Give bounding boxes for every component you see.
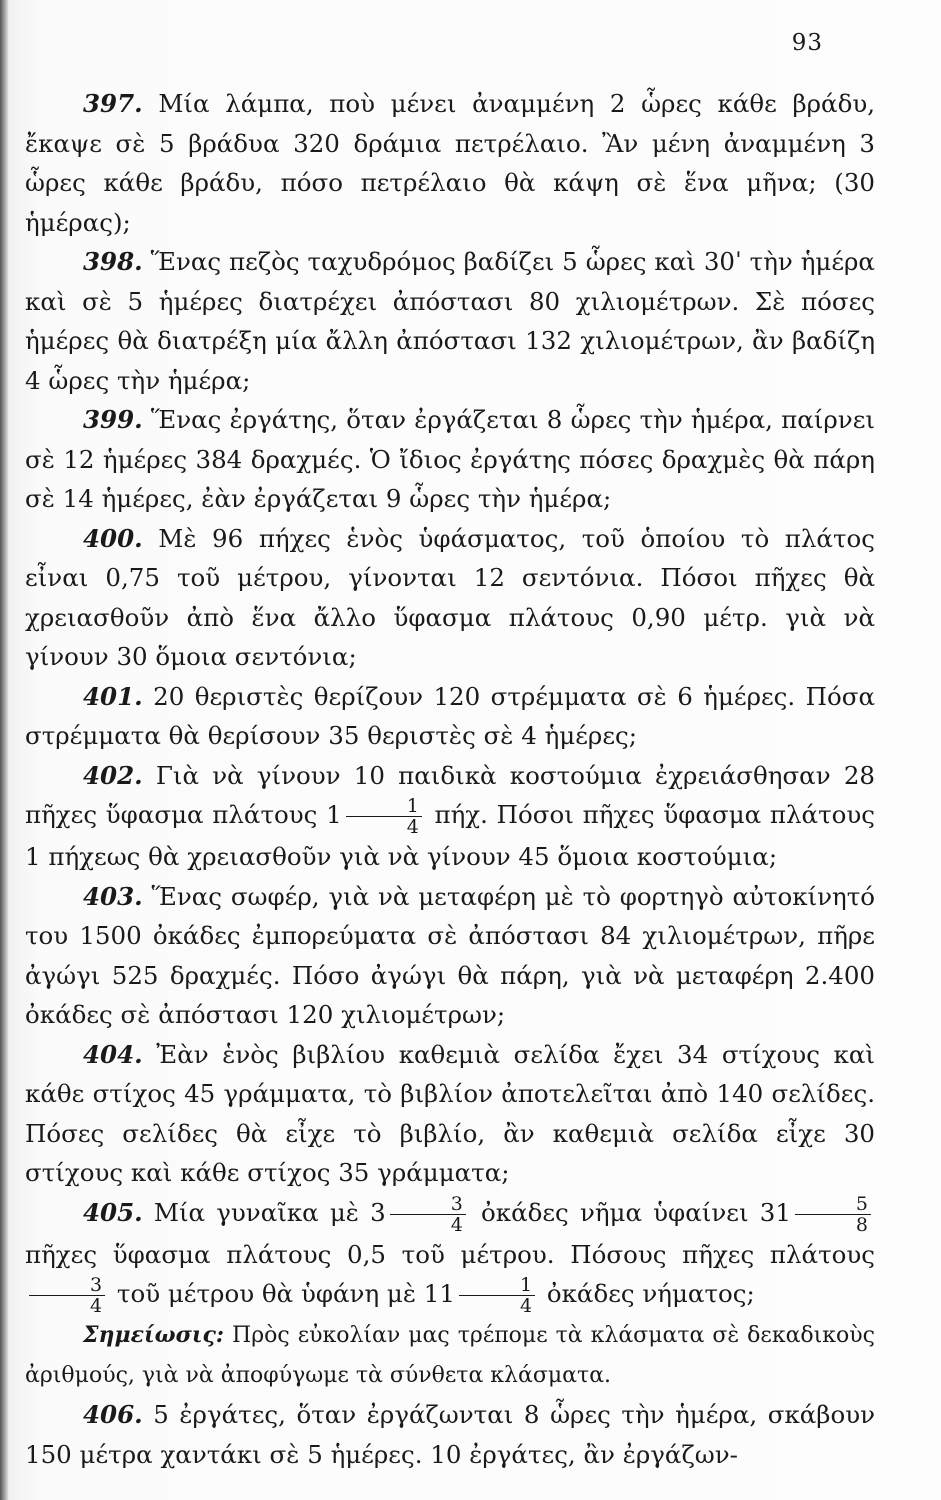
fraction-numerator: 3 [390, 1194, 466, 1215]
page-number: 93 [791, 30, 823, 56]
problem-number: 401. [83, 681, 143, 711]
problem-397 [25, 84, 875, 242]
fraction-numerator: 1 [459, 1275, 535, 1296]
problem-text: Ἐὰν ἑνὸς βιβλίου καθεμιὰ σελίδα ἔχει 34 στίχους καὶ κάθε στίχος 45 γράμματα, τὸ βιβλίον ἀποτελεῖται ἀπὸ 140 σελίδες. Πόσες σελίδες θὰ εἶχε τὸ βιβλίο, ἂν καθεμιὰ σελίδα εἶχε 30 στίχους καὶ κάθε στίχος 35 γράμματα; [25, 1039, 875, 1187]
problem-404 [25, 1035, 875, 1193]
problem-text: 5 ἐργάτες, ὅταν ἐργάζωνται 8 ὧρες τὴν ἡμέρα, σκάβουν 150 μέτρα χαντάκι σὲ 5 ἡμέρες. 10 ἐργάτες, ἂν ἐργάζων- [25, 1400, 876, 1469]
problem-text-part: τοῦ μέτρου θὰ ὑφάνη μὲ 11 [116, 1279, 455, 1308]
fraction-numerator: 5 [795, 1194, 871, 1215]
fraction-denominator: 4 [519, 1295, 533, 1317]
fraction [795, 1194, 871, 1235]
fraction-denominator: 4 [90, 1295, 103, 1317]
problem-text: Ἕνας σωφέρ, γιὰ νὰ μεταφέρη μὲ τὸ φορτηγὸ αὐτοκίνητό του 1500 ὀκάδες ἐμπορεύματα σὲ ἀπόστασι 84 χιλιομέτρων, πῆρε ἀγώγι 525 δραχμές. Πόσο ἀγώγι θὰ πάρη, γιὰ νὰ μεταφέρη 2.400 ὀκάδες σὲ ἀπόστασι 120 χιλιομέτρων; [25, 881, 875, 1029]
problem-text: Μὲ 96 πήχες ἑνὸς ὑφάσματος, τοῦ ὁποίου τὸ πλάτος εἶναι 0,75 τοῦ μέτρου, γίνονται 12 σεντόνια. Πόσοι πῆχες θὰ χρειασθοῦν ἀπὸ ἕνα ἄλλο ὕφασμα πλάτους 0,90 μέτρ. γιὰ νὰ γίνουν 30 ὅμοια σεντόνια; [25, 523, 875, 671]
problem-number: 399. [83, 405, 143, 434]
fraction-denominator: 4 [406, 816, 419, 838]
problem-text: Ἕνας πεζὸς ταχυδρόμος βαδίζει 5 ὧρες καὶ 30ˈ τὴν ἡμέρα καὶ σὲ 5 ἡμέρες διατρέχει ἀπόστασι 80 χιλιομέτρων. Σὲ πόσες ἡμέρες θὰ διατρέξη μία ἄλλη ἀπόστασι 132 χιλιομέτρων, ἂν βαδίζη 4 ὧρες τὴν ἡμέρα; [25, 247, 875, 395]
note-text: Πρὸς εὐκολίαν μας τρέπομε τὰ κλάσματα σὲ δεκαδικοὺς ἀριθμούς, γιὰ νὰ ἀποφύγωμε τὰ σύνθετα κλάσματα. [25, 1323, 875, 1388]
problem-400 [25, 519, 875, 677]
problem-number: 402. [83, 760, 143, 790]
fraction-numerator: 3 [29, 1275, 105, 1296]
problem-number: 400. [83, 523, 143, 553]
problem-text-part: Γιὰ νὰ γίνουν 10 παιδικὰ κοστούμια ἐχρειάσθησαν 28 πῆχες ὕφασμα πλάτους 1 [25, 760, 875, 829]
problem-number: 398. [83, 247, 143, 276]
problem-number: 397. [83, 89, 143, 118]
problem-text: Μία λάμπα, ποὺ μένει ἀναμμένη 2 ὧρες κάθε βράδυ, ἔκαψε σὲ 5 βράδυα 320 δράμια πετρέλαιο. Ἂν μένη ἀναμμένη 3 ὧρες κάθε βράδυ, πόσο πετρέλαιο θὰ κάψη σὲ ἕνα μῆνα; (30 ἡμέρας); [25, 89, 876, 237]
problem-402 [25, 756, 875, 877]
problem-text: 20 θεριστὲς θερίζουν 120 στρέμματα σὲ 6 ἡμέρες. Πόσα στρέμματα θὰ θερίσουν 35 θεριστὲς σὲ 4 ἡμέρες; [25, 681, 875, 750]
fraction-denominator: 8 [855, 1213, 868, 1236]
problem-number: 405. [83, 1197, 143, 1227]
problem-number: 406. [83, 1400, 143, 1429]
note-label: Σημείωσις: [83, 1322, 225, 1348]
note [25, 1316, 875, 1395]
problem-406 [25, 1395, 875, 1474]
fraction [346, 796, 422, 837]
book-spine-shadow [0, 0, 8, 1500]
problem-text-part: ὀκάδες νῆμα ὑφαίνει 31 [481, 1197, 791, 1227]
problem-399 [25, 400, 875, 519]
problem-number: 403. [83, 881, 143, 911]
problem-text: Ἕνας ἐργάτης, ὅταν ἐργάζεται 8 ὧρες τὴν ἡμέρα, παίρνει σὲ 12 ἡμέρες 384 δραχμές. Ὁ ἴδιος ἐργάτης πόσες δραχμὲς θὰ πάρη σὲ 14 ἡμέρες, ἐὰν ἐργάζεται 9 ὧρες τὴν ἡμέρα; [25, 405, 875, 513]
fraction-numerator: 1 [346, 796, 422, 817]
problem-405 [25, 1193, 875, 1317]
fraction [459, 1275, 535, 1316]
problem-398 [25, 242, 875, 400]
problem-text-part: ὀκάδες νήματος; [546, 1279, 755, 1308]
fraction-denominator: 4 [450, 1213, 463, 1236]
problem-number: 404. [83, 1039, 143, 1069]
problem-403 [25, 877, 875, 1035]
page-body [25, 84, 875, 1474]
fraction [390, 1194, 466, 1235]
problem-text-part: πήχ. Πόσοι πῆχες ὕφασμα πλάτους 1 πήχεως θὰ χρειασθοῦν γιὰ νὰ γίνουν 45 ὅμοια κοστούμια; [25, 800, 875, 871]
fraction [29, 1275, 105, 1316]
problem-401 [25, 677, 875, 756]
problem-text-part: Μία γυναῖκα μὲ 3 [153, 1197, 386, 1227]
problem-text-part: πῆχες ὕφασμα πλάτους 0,5 τοῦ μέτρου. Πόσους πῆχες πλάτους [25, 1239, 875, 1269]
